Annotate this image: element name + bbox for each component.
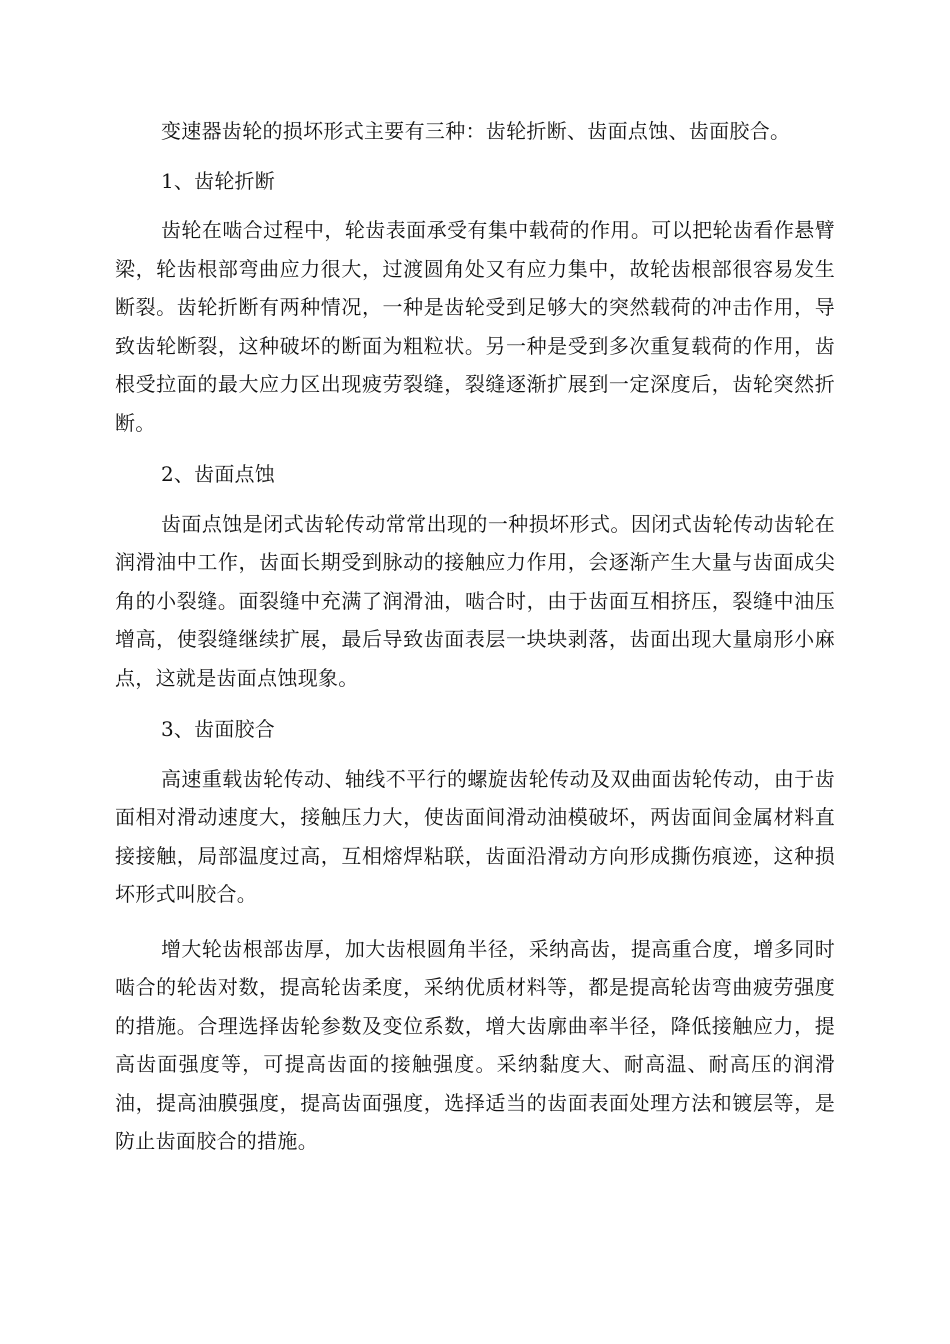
- paragraph-scuffing: 高速重载齿轮传动、轴线不平行的螺旋齿轮传动及双曲面齿轮传动，由于齿面相对滑动速度大，接触压力大，使齿面间滑动油模破坏，两齿面间金属材料直接接触，局部温度过高，互相熔焊粘联，齿面沿滑动方向形成撕伤痕迹，这种损坏形式叫胶合。: [115, 766, 835, 906]
- paragraph-pitting: 齿面点蚀是闭式齿轮传动常常出现的一种损坏形式。因闭式齿轮传动齿轮在润滑油中工作，齿面长期受到脉动的接触应力作用，会逐渐产生大量与齿面成尖角的小裂缝。面裂缝中充满了润滑油，啮合时，由于齿面互相挤压，裂缝中油压增高，使裂缝继续扩展，最后导致齿面表层一块块剥落，齿面出现大量扇形小麻点，这就是齿面点蚀现象。: [115, 511, 835, 690]
- paragraph-tooth-breakage: 齿轮在啮合过程中，轮齿表面承受有集中载荷的作用。可以把轮齿看作悬臂梁，轮齿根部弯曲应力很大，过渡圆角处又有应力集中，故轮齿根部很容易发生断裂。齿轮折断有两种情况，一种是齿轮受到足够大的突然载荷的冲击作用，导致齿轮断裂，这种破坏的断面为粗粒状。另一种是受到多次重复载荷的作用，齿根受拉面的最大应力区出现疲劳裂缝，裂缝逐渐扩展到一定深度后，齿轮突然折断。: [115, 218, 835, 435]
- paragraph-countermeasures: 增大轮齿根部齿厚，加大齿根圆角半径，采纳高齿，提高重合度，增多同时啮合的轮齿对数，提高轮齿柔度，采纳优质材料等，都是提高轮齿弯曲疲劳强度的措施。合理选择齿轮参数及变位系数，增大齿廓曲率半径，降低接触应力，提高齿面强度等，可提高齿面的接触强度。采纳黏度大、耐高温、耐高压的润滑油，提高油膜强度，提高齿面强度，选择适当的齿面表面处理方法和镀层等，是防止齿面胶合的措施。: [115, 936, 835, 1153]
- document-body: [115, 112, 835, 1161]
- section-heading-scuffing: 3、齿面胶合: [161, 717, 275, 741]
- section-heading-tooth-breakage: 1、齿轮折断: [161, 168, 275, 193]
- section-heading-pitting: 2、齿面点蚀: [161, 462, 275, 486]
- intro-paragraph: 变速器齿轮的损坏形式主要有三种：齿轮折断、齿面点蚀、齿面胶合。: [161, 119, 791, 143]
